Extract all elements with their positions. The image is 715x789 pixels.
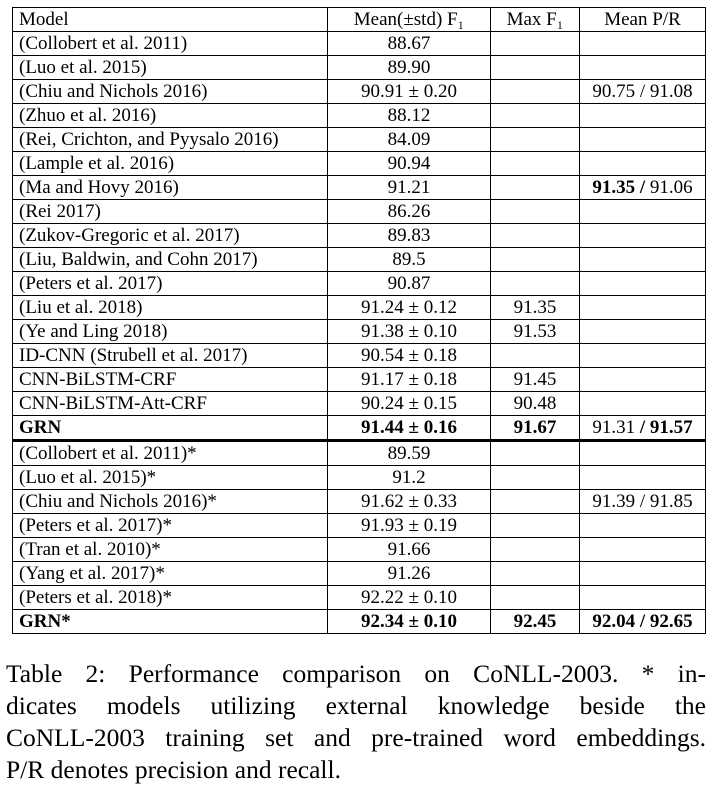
table-row — [13, 344, 706, 368]
table-row — [13, 272, 706, 296]
table-caption — [6, 658, 706, 786]
mean-pr-cell — [580, 224, 706, 248]
mean-pr-cell — [580, 538, 706, 562]
mean-f1-cell: 92.22 ± 0.10 — [328, 586, 491, 610]
table-row — [13, 416, 706, 441]
table-row — [13, 490, 706, 514]
max-f1-cell: 90.48 — [491, 392, 580, 416]
table-row — [13, 104, 706, 128]
model-cell: (Liu et al. 2018) — [13, 296, 328, 320]
max-f1-cell — [491, 490, 580, 514]
caption-line-2: dicates models utilizing external knowledge beside the — [6, 691, 706, 720]
max-f1-cell — [491, 104, 580, 128]
model-cell: (Peters et al. 2017)* — [13, 514, 328, 538]
mean-f1-cell: 91.17 ± 0.18 — [328, 368, 491, 392]
mean-f1-cell: 90.94 — [328, 152, 491, 176]
model-cell: (Ma and Hovy 2016) — [13, 176, 328, 200]
mean-f1-cell: 88.12 — [328, 104, 491, 128]
model-cell: ID-CNN (Strubell et al. 2017) — [13, 344, 328, 368]
mean-f1-cell: 84.09 — [328, 128, 491, 152]
table-row — [13, 56, 706, 80]
table-header-row — [13, 8, 706, 32]
mean-pr-cell — [580, 368, 706, 392]
model-cell: (Rei, Crichton, and Pyysalo 2016) — [13, 128, 328, 152]
table-row — [13, 586, 706, 610]
max-f1-cell — [491, 248, 580, 272]
max-f1-cell — [491, 200, 580, 224]
mean-pr-cell — [580, 344, 706, 368]
table-row — [13, 514, 706, 538]
max-f1-cell — [491, 466, 580, 490]
mean-pr-cell — [580, 296, 706, 320]
max-f1-cell — [491, 80, 580, 104]
results-table-container — [12, 7, 705, 634]
header-model: Model — [13, 8, 328, 32]
caption-line-3: CoNLL-2003 training set and pre-trained word embeddings. — [6, 723, 706, 752]
max-f1-cell — [491, 176, 580, 200]
mean-f1-cell: 88.67 — [328, 32, 491, 56]
model-cell: (Peters et al. 2018)* — [13, 586, 328, 610]
model-cell: (Chiu and Nichols 2016) — [13, 80, 328, 104]
model-cell: GRN — [13, 416, 328, 441]
results-table — [12, 7, 706, 634]
max-f1-cell: 91.53 — [491, 320, 580, 344]
table-row — [13, 610, 706, 634]
model-cell: (Chiu and Nichols 2016)* — [13, 490, 328, 514]
mean-pr-cell — [580, 104, 706, 128]
recall-value: 92.65 — [649, 610, 693, 632]
max-f1-cell: 91.67 — [491, 416, 580, 441]
max-f1-cell — [491, 272, 580, 296]
model-cell: (Tran et al. 2010)* — [13, 538, 328, 562]
mean-pr-cell — [580, 152, 706, 176]
max-f1-cell — [491, 152, 580, 176]
mean-pr-cell — [580, 392, 706, 416]
max-f1-cell: 91.45 — [491, 368, 580, 392]
table-body — [13, 32, 706, 634]
mean-f1-cell: 90.54 ± 0.18 — [328, 344, 491, 368]
table-row — [13, 320, 706, 344]
mean-f1-cell: 91.24 ± 0.12 — [328, 296, 491, 320]
model-cell: (Peters et al. 2017) — [13, 272, 328, 296]
mean-f1-cell: 91.93 ± 0.19 — [328, 514, 491, 538]
mean-f1-cell: 90.91 ± 0.20 — [328, 80, 491, 104]
mean-pr-cell — [580, 176, 706, 200]
precision-value: 91.35 — [592, 176, 636, 198]
table-row — [13, 296, 706, 320]
header-max-f1: Max F₁ — [491, 8, 580, 32]
model-cell: (Rei 2017) — [13, 200, 328, 224]
mean-pr-cell — [580, 200, 706, 224]
max-f1-cell — [491, 224, 580, 248]
pr-separator: / — [635, 176, 650, 198]
max-f1-cell — [491, 562, 580, 586]
model-cell: GRN* — [13, 610, 328, 634]
mean-pr-cell — [580, 586, 706, 610]
precision-value: 91.31 — [592, 416, 636, 438]
mean-f1-cell: 91.62 ± 0.33 — [328, 490, 491, 514]
max-f1-cell — [491, 514, 580, 538]
table-row — [13, 466, 706, 490]
mean-pr-cell — [580, 441, 706, 466]
model-cell: (Collobert et al. 2011) — [13, 32, 328, 56]
model-cell: (Yang et al. 2017)* — [13, 562, 328, 586]
mean-pr-cell — [580, 272, 706, 296]
table-row — [13, 248, 706, 272]
mean-pr-cell — [580, 466, 706, 490]
model-cell: (Ye and Ling 2018) — [13, 320, 328, 344]
mean-f1-cell: 91.21 — [328, 176, 491, 200]
header-mean-pr: Mean P/R — [580, 8, 706, 32]
model-cell: (Zhuo et al. 2016) — [13, 104, 328, 128]
mean-f1-cell: 91.66 — [328, 538, 491, 562]
model-cell: (Lample et al. 2016) — [13, 152, 328, 176]
table-row — [13, 32, 706, 56]
recall-value: 91.08 — [649, 80, 693, 102]
max-f1-cell — [491, 344, 580, 368]
mean-f1-cell: 92.34 ± 0.10 — [328, 610, 491, 634]
mean-pr-cell — [580, 562, 706, 586]
mean-pr-cell — [580, 320, 706, 344]
table-row — [13, 200, 706, 224]
mean-f1-cell: 90.87 — [328, 272, 491, 296]
recall-value: 91.57 — [649, 416, 693, 438]
precision-value: 90.75 — [592, 80, 636, 102]
mean-f1-cell: 91.38 ± 0.10 — [328, 320, 491, 344]
mean-f1-cell: 89.90 — [328, 56, 491, 80]
pr-separator: / — [635, 490, 650, 512]
mean-f1-cell: 91.2 — [328, 466, 491, 490]
pr-separator: / — [635, 610, 650, 632]
max-f1-cell — [491, 586, 580, 610]
max-f1-cell — [491, 56, 580, 80]
max-f1-cell: 91.35 — [491, 296, 580, 320]
table-row — [13, 368, 706, 392]
mean-f1-cell: 89.83 — [328, 224, 491, 248]
mean-pr-cell — [580, 610, 706, 634]
table-row — [13, 176, 706, 200]
mean-f1-cell: 89.5 — [328, 248, 491, 272]
model-cell: (Zukov-Gregoric et al. 2017) — [13, 224, 328, 248]
pr-separator: / — [635, 416, 650, 438]
max-f1-cell — [491, 128, 580, 152]
mean-pr-cell — [580, 248, 706, 272]
mean-f1-cell: 86.26 — [328, 200, 491, 224]
table-row — [13, 80, 706, 104]
model-cell: CNN-BiLSTM-CRF — [13, 368, 328, 392]
recall-value: 91.06 — [649, 176, 693, 198]
mean-pr-cell — [580, 128, 706, 152]
mean-pr-cell — [580, 56, 706, 80]
model-cell: CNN-BiLSTM-Att-CRF — [13, 392, 328, 416]
model-cell: (Luo et al. 2015)* — [13, 466, 328, 490]
header-mean-f1: Mean(±std) F₁ — [328, 8, 491, 32]
caption-line-1: Table 2: Performance comparison on CoNLL-2003. * in- — [6, 659, 706, 688]
table-row — [13, 562, 706, 586]
caption-line-4: P/R denotes precision and recall. — [6, 755, 341, 784]
max-f1-cell — [491, 32, 580, 56]
max-f1-cell — [491, 538, 580, 562]
mean-f1-cell: 90.24 ± 0.15 — [328, 392, 491, 416]
table-row — [13, 441, 706, 466]
mean-pr-cell — [580, 514, 706, 538]
mean-f1-cell: 89.59 — [328, 441, 491, 466]
mean-pr-cell — [580, 32, 706, 56]
table-row — [13, 392, 706, 416]
precision-value: 91.39 — [592, 490, 636, 512]
model-cell: (Collobert et al. 2011)* — [13, 441, 328, 466]
max-f1-cell — [491, 441, 580, 466]
mean-f1-cell: 91.26 — [328, 562, 491, 586]
mean-pr-cell — [580, 490, 706, 514]
table-row — [13, 128, 706, 152]
max-f1-cell: 92.45 — [491, 610, 580, 634]
model-cell: (Luo et al. 2015) — [13, 56, 328, 80]
model-cell: (Liu, Baldwin, and Cohn 2017) — [13, 248, 328, 272]
pr-separator: / — [635, 80, 650, 102]
table-row — [13, 152, 706, 176]
precision-value: 92.04 — [592, 610, 636, 632]
table-row — [13, 224, 706, 248]
mean-pr-cell — [580, 80, 706, 104]
mean-f1-cell: 91.44 ± 0.16 — [328, 416, 491, 441]
table-row — [13, 538, 706, 562]
mean-pr-cell — [580, 416, 706, 441]
recall-value: 91.85 — [649, 490, 693, 512]
